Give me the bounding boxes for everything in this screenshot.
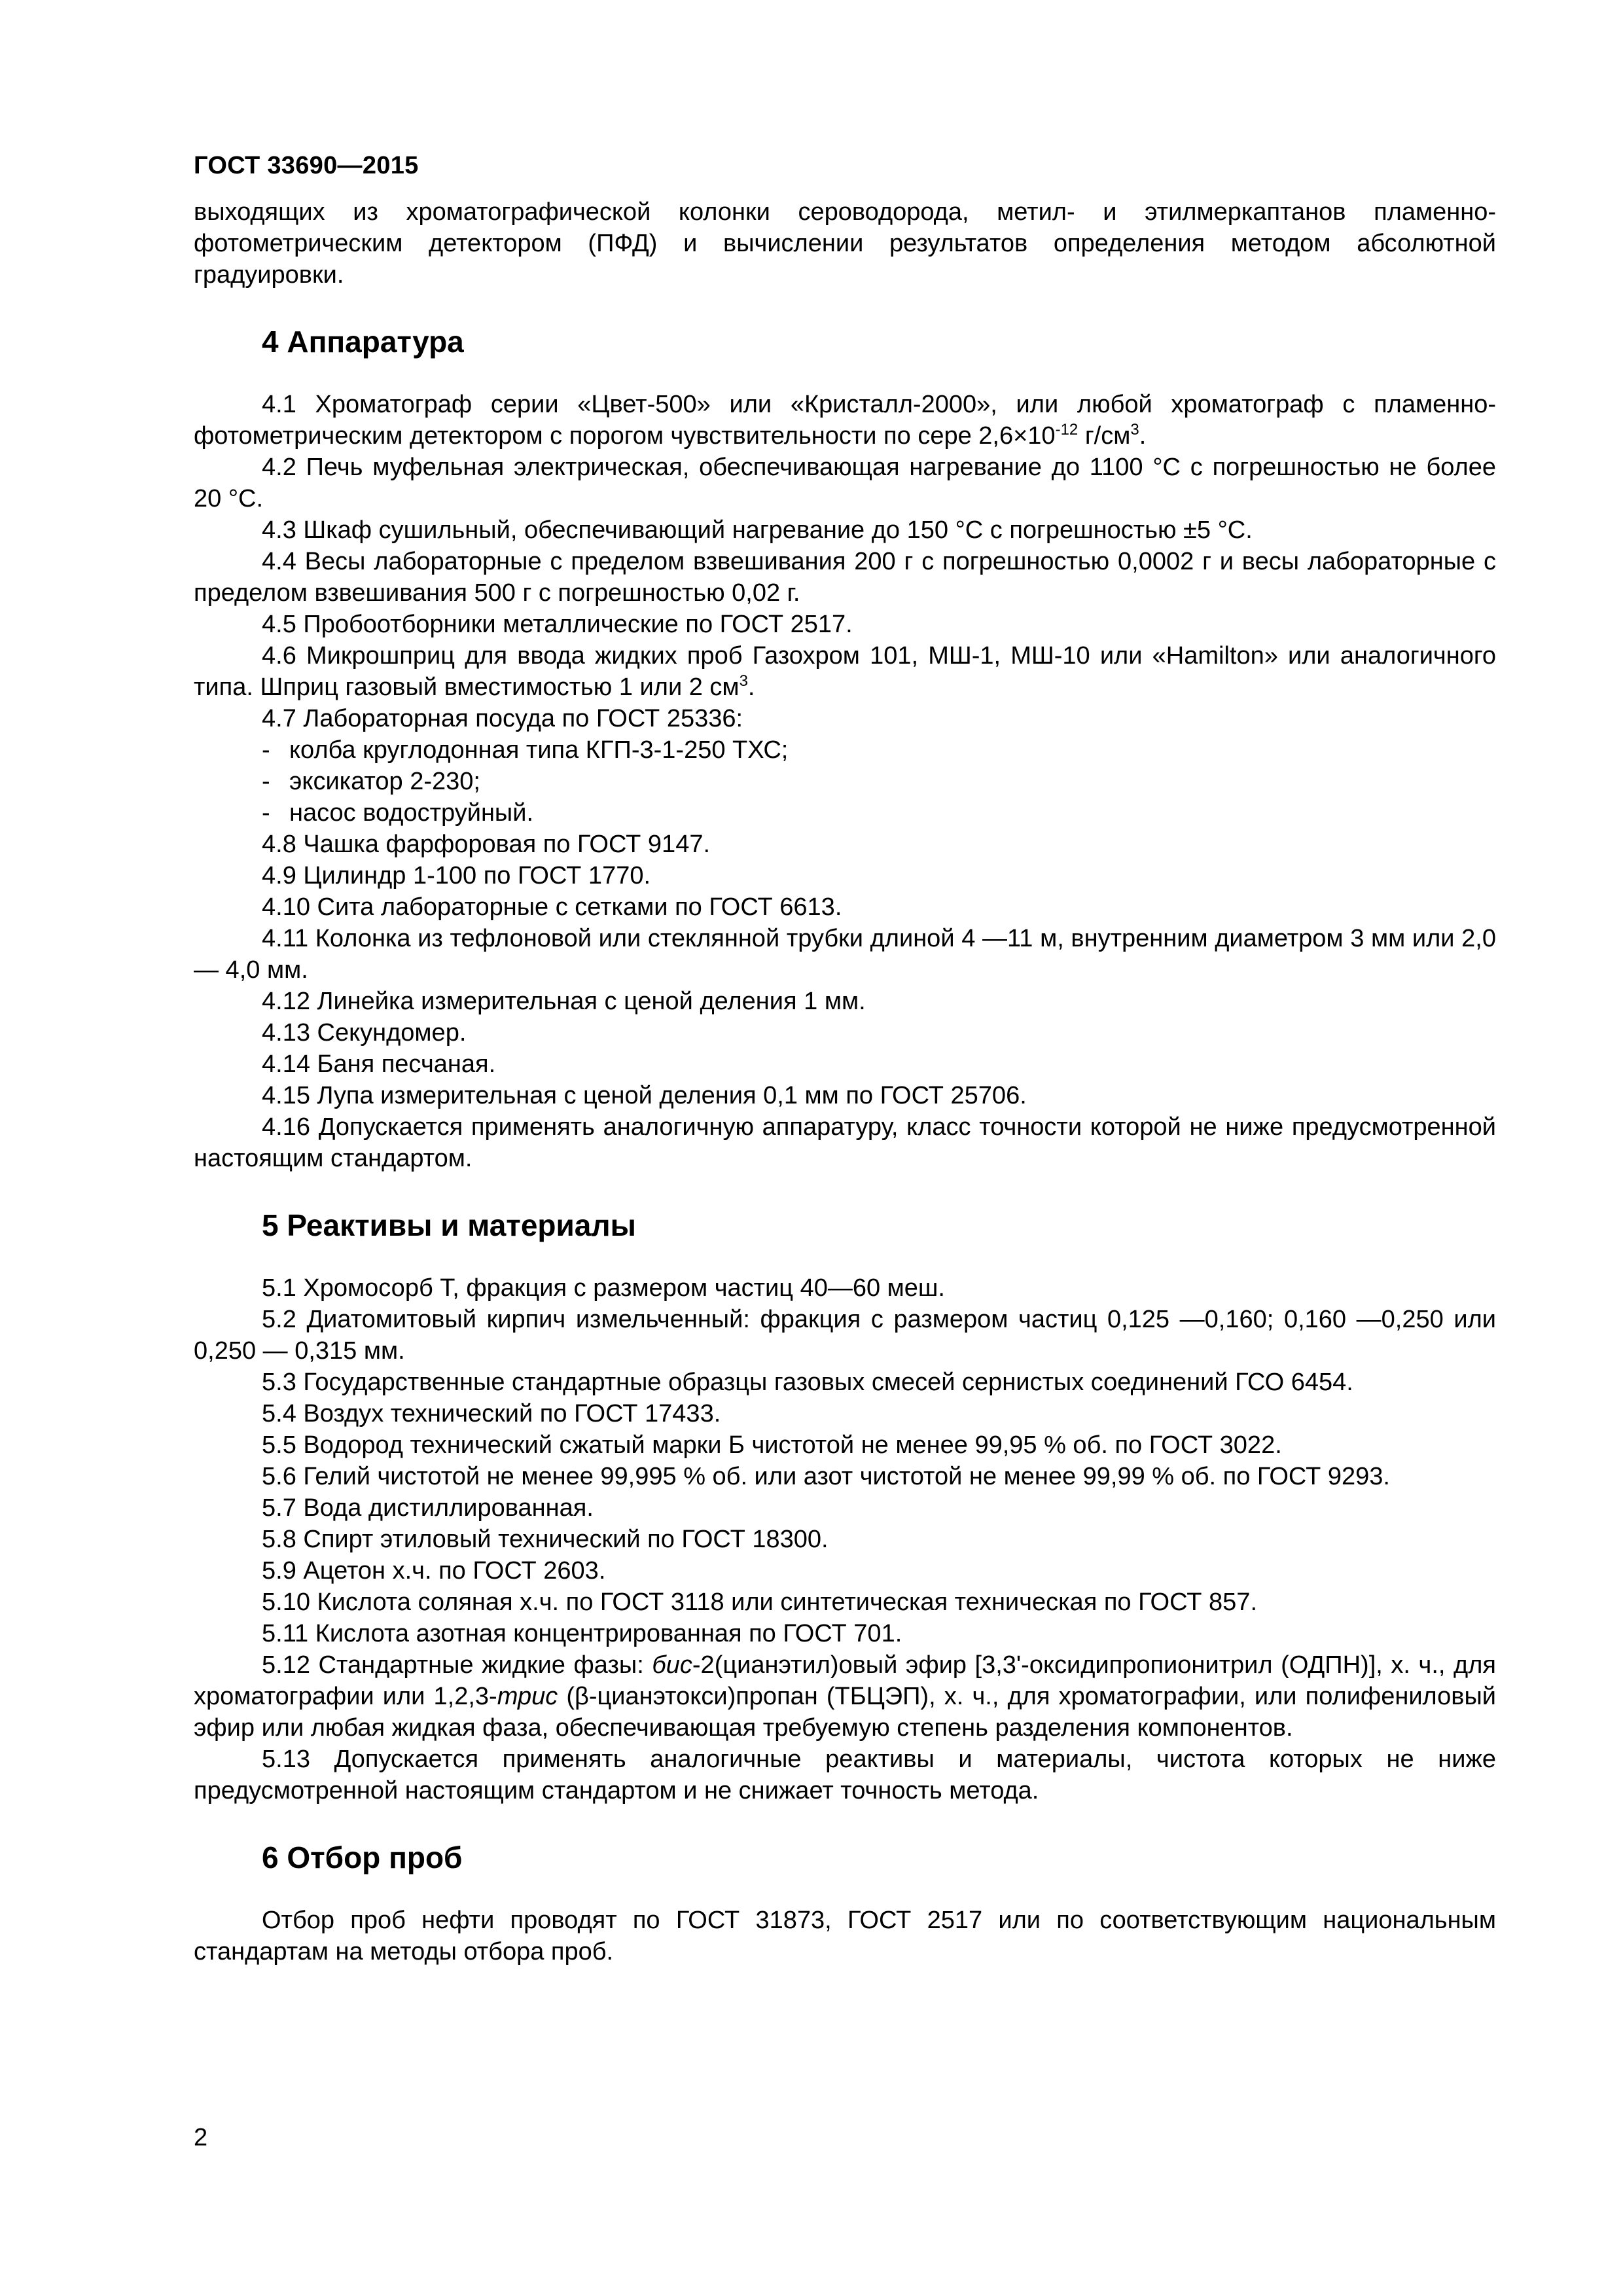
section-6-heading: 6 Отбор проб [262, 1840, 463, 1874]
document-code-header: ГОСТ 33690—2015 [194, 152, 419, 179]
paragraph-4-1 [194, 389, 1496, 452]
exponent-minus-12: -12 [1055, 421, 1079, 439]
paragraph-6-1: Отбор проб нефти проводят по ГОСТ 31873, ГОСТ 2517 или по соответствующим национальным стандартам на методы отбора проб. [194, 1907, 1496, 1965]
paragraph-4-14: 4.14 Баня песчаная. [262, 1050, 496, 1078]
paragraph-4-7: 4.7 Лабораторная посуда по ГОСТ 25336: [262, 705, 743, 732]
section-4-heading: 4 Аппаратура [262, 325, 464, 359]
paragraph-4-12: 4.12 Линейка измерительная с ценой деления 1 мм. [262, 988, 866, 1015]
paragraph-4-11: 4.11 Колонка из тефлоновой или стеклянной трубки длиной 4 —11 м, внутренним диаметром 3 мм или 2,0 — 4,0 мм. [194, 925, 1496, 984]
unit-exponent-3: 3 [1130, 421, 1139, 439]
paragraph-4-1-text: 4.1 Хроматограф серии «Цвет-500» или «Кристалл-2000», или любой хроматограф с пламенно-фотометрическим детектором с порогом чувствительности по сере 2,6×10 [194, 391, 1496, 450]
volume-exponent-3: 3 [739, 672, 748, 690]
paragraph-5-12-part-c: (β-цианэтокси)пропан (ТБЦЭП), х. ч., для хроматографии, или полифениловый эфир или любая жидкая фаза, обеспечивающая требуемую степень разделения компонентов. [194, 1683, 1497, 1742]
paragraph-4-4: 4.4 Весы лабораторные с пределом взвешивания 200 г с погрешностью 0,0002 г и весы лабораторные с пределом взвешивания 500 г с погрешностью 0,02 г. [194, 548, 1496, 607]
section-5-heading: 5 Реактивы и материалы [262, 1208, 636, 1242]
paragraph-4-2: 4.2 Печь муфельная электрическая, обеспечивающая нагревание до 1100 °С с погрешностью не более 20 °С. [194, 454, 1496, 512]
page-number: 2 [194, 2124, 208, 2151]
dash-marker: - [262, 799, 270, 827]
paragraph-5-4: 5.4 Воздух технический по ГОСТ 17433. [262, 1400, 721, 1427]
paragraph-5-6: 5.6 Гелий чистотой не менее 99,995 % об. или азот чистотой не менее 99,99 % об. по ГОСТ 9293. [262, 1463, 1390, 1490]
paragraph-5-3: 5.3 Государственные стандартные образцы газовых смесей сернистых соединений ГСО 6454. [262, 1369, 1353, 1396]
paragraph-5-10: 5.10 Кислота соляная х.ч. по ГОСТ 3118 или синтетическая техническая по ГОСТ 857. [262, 1588, 1258, 1616]
list-item [194, 766, 1496, 797]
paragraph-5-5: 5.5 Водород технический сжатый марки Б чистотой не менее 99,95 % об. по ГОСТ 3022. [262, 1431, 1282, 1459]
paragraph-5-11: 5.11 Кислота азотная концентрированная по ГОСТ 701. [262, 1620, 902, 1647]
intro-paragraph: выходящих из хроматографической колонки сероводорода, метил- и этилмеркаптанов пламенно-фотометрическим детектором (ПФД) и вычислении результатов определения методом абсолютной градуировки. [194, 198, 1496, 289]
paragraph-5-9: 5.9 Ацетон х.ч. по ГОСТ 2603. [262, 1557, 606, 1585]
paragraph-5-12 [194, 1649, 1496, 1744]
paragraph-5-7: 5.7 Вода дистиллированная. [262, 1494, 594, 1522]
unit-g-per-cm: г/см [1078, 422, 1131, 450]
dash-marker: - [262, 736, 270, 764]
paragraph-4-8: 4.8 Чашка фарфоровая по ГОСТ 9147. [262, 831, 711, 858]
paragraph-4-6-end: . [747, 673, 755, 701]
paragraph-5-13: 5.13 Допускается применять аналогичные реактивы и материалы, чистота которых не ниже предусмотренной настоящим стандартом и не снижает точность метода. [194, 1746, 1496, 1804]
bis-prefix: бис [652, 1651, 692, 1679]
paragraph-4-15: 4.15 Лупа измерительная с ценой деления 0,1 мм по ГОСТ 25706. [262, 1082, 1027, 1109]
paragraph-4-1-end: . [1139, 422, 1147, 450]
paragraph-4-13: 4.13 Секундомер. [262, 1019, 467, 1047]
paragraph-4-5: 4.5 Пробоотборники металлические по ГОСТ 2517. [262, 611, 853, 638]
paragraph-5-8: 5.8 Спирт этиловый технический по ГОСТ 18300. [262, 1526, 829, 1553]
document-body [194, 196, 1496, 1967]
paragraph-4-6 [194, 640, 1496, 703]
list-item [194, 734, 1496, 766]
paragraph-4-3: 4.3 Шкаф сушильный, обеспечивающий нагревание до 150 °С с погрешностью ±5 °С. [262, 516, 1253, 544]
list-item [194, 797, 1496, 829]
paragraph-4-9: 4.9 Цилиндр 1-100 по ГОСТ 1770. [262, 862, 651, 889]
list-item-text: эксикатор 2-230; [289, 768, 480, 795]
paragraph-5-12-part-a: 5.12 Стандартные жидкие фазы: [262, 1651, 652, 1679]
paragraph-4-16: 4.16 Допускается применять аналогичную аппаратуру, класс точности которой не ниже предусмотренной настоящим стандартом. [194, 1113, 1496, 1172]
tris-prefix: трис [497, 1683, 558, 1710]
list-item-text: колба круглодонная типа КГП-3-1-250 ТХС; [289, 736, 789, 764]
paragraph-5-1: 5.1 Хромосорб Т, фракция с размером частиц 40—60 меш. [262, 1274, 945, 1302]
paragraph-4-10: 4.10 Сита лабораторные с сетками по ГОСТ 6613. [262, 893, 842, 921]
list-item-text: насос водоструйный. [289, 799, 534, 827]
paragraph-5-2: 5.2 Диатомитовый кирпич измельченный: фракция с размером частиц 0,125 —0,160; 0,160 —0,250 или 0,250 — 0,315 мм. [194, 1306, 1496, 1365]
paragraph-4-6-text: 4.6 Микрошприц для ввода жидких проб Газохром 101, МШ-1, МШ-10 или «Hamilton» или аналогичного типа. Шприц газовый вместимостью 1 или 2 см [194, 642, 1496, 701]
paragraph-5-12-part-b: -2(цианэтил)овый эфир [3,3'-оксидипропионитрил (ОДПН)], х. ч., для хроматографии или 1,2,3- [194, 1651, 1496, 1710]
dash-marker: - [262, 768, 270, 795]
